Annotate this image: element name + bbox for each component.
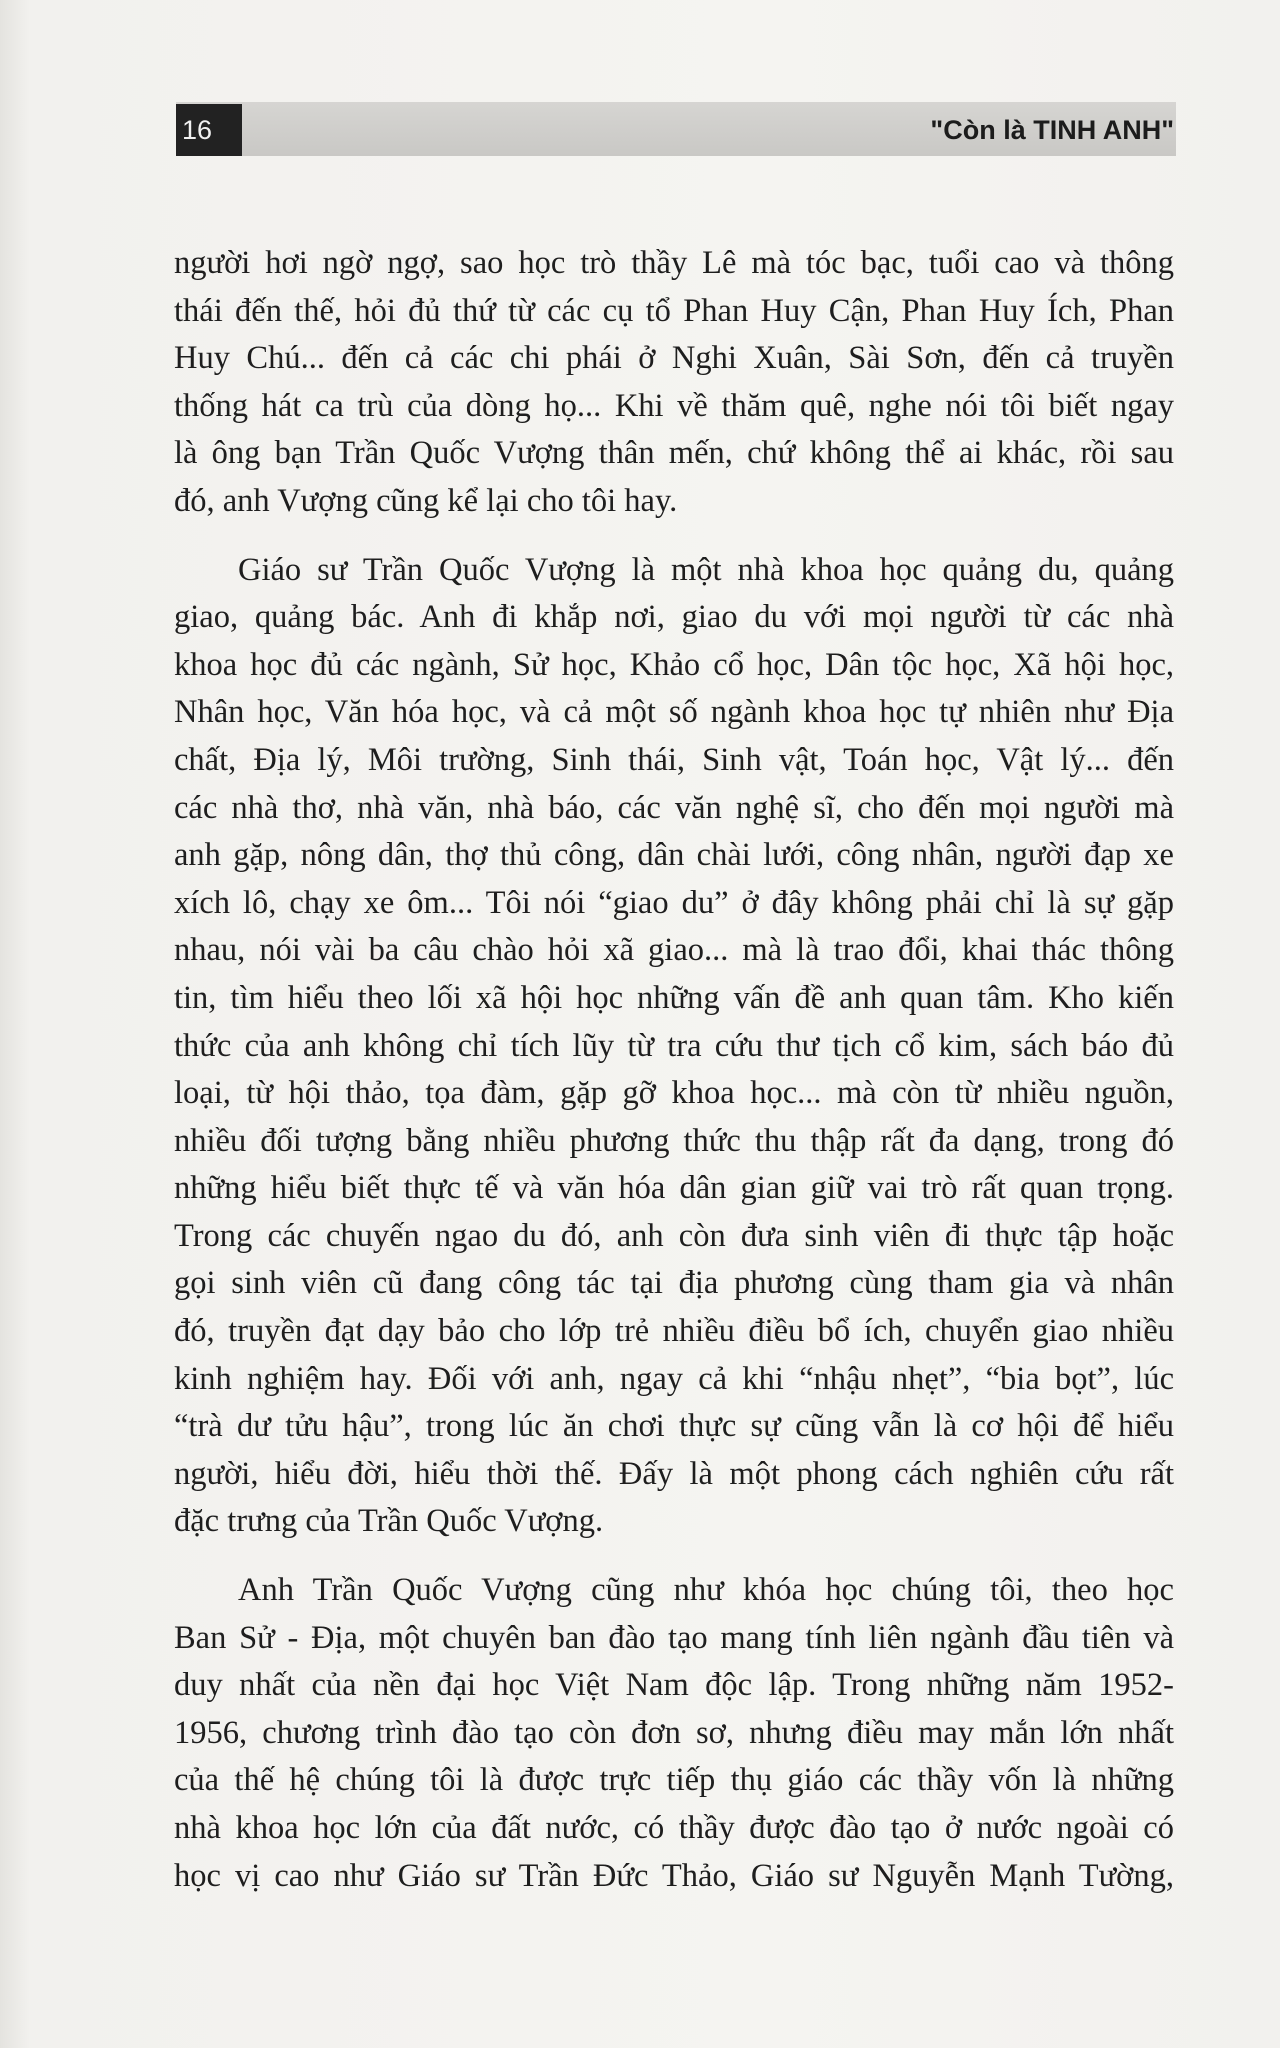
paragraph-3 [174, 1567, 1174, 1900]
text-line: duy nhất của nền đại học Việt Nam độc lập. Trong những năm 1952- [174, 1667, 1174, 1704]
text-line: của thế hệ chúng tôi là được trực tiếp thụ giáo các thầy vốn là những [174, 1762, 1174, 1799]
text-line: đó, truyền đạt dạy bảo cho lớp trẻ nhiều điều bổ ích, chuyển giao nhiều [174, 1313, 1174, 1350]
text-line: nhà khoa học lớn của đất nước, có thầy được đào tạo ở nước ngoài có [174, 1810, 1174, 1846]
text-line: tin, tìm hiểu theo lối xã hội học những vấn đề anh quan tâm. Kho kiến [174, 979, 1174, 1016]
text-line: khoa học đủ các ngành, Sử học, Khảo cổ học, Dân tộc học, Xã hội học, [174, 646, 1174, 683]
text-line: 1956, chương trình đào tạo còn đơn sơ, nhưng điều may mắn lớn nhất [174, 1714, 1174, 1751]
text-line: nhiều đối tượng bằng nhiều phương thức thu thập rất đa dạng, trong đó [174, 1122, 1174, 1159]
text-line: các nhà thơ, nhà văn, nhà báo, các văn nghệ sĩ, cho đến mọi người mà [174, 789, 1174, 826]
body-text [174, 240, 1174, 1900]
paragraph-1 [174, 240, 1174, 526]
page-number: 16 [176, 104, 242, 156]
text-line: Nhân học, Văn hóa học, và cả một số ngành khoa học tự nhiên như Địa [174, 694, 1174, 731]
text-line: “trà dư tửu hậu”, trong lúc ăn chơi thực sự cũng vẫn là cơ hội để hiểu [174, 1408, 1174, 1445]
text-line: thái đến thế, hỏi đủ thứ từ các cụ tổ Phan Huy Cận, Phan Huy Ích, Phan [174, 292, 1174, 329]
text-line: Ban Sử - Địa, một chuyên ban đào tạo mang tính liên ngành đầu tiên và [174, 1619, 1174, 1656]
text-line: thức của anh không chỉ tích lũy từ tra cứu thư tịch cổ kim, sách báo đủ [174, 1027, 1174, 1064]
text-line: Giáo sư Trần Quốc Vượng là một nhà khoa học quảng du, quảng [238, 551, 1174, 588]
text-line: Anh Trần Quốc Vượng cũng như khóa học chúng tôi, theo học [238, 1572, 1174, 1609]
text-line: giao, quảng bác. Anh đi khắp nơi, giao du với mọi người từ các nhà [174, 599, 1174, 636]
text-line: loại, từ hội thảo, tọa đàm, gặp gỡ khoa học... mà còn từ nhiều nguồn, [174, 1075, 1174, 1112]
text-line: Huy Chú... đến cả các chi phái ở Nghi Xuân, Sài Sơn, đến cả truyền [174, 340, 1174, 377]
text-line: người, hiểu đời, hiểu thời thế. Đấy là một phong cách nghiên cứu rất [174, 1455, 1174, 1492]
running-title: "Còn là TINH ANH" [930, 115, 1174, 145]
text-line: thống hát ca trù của dòng họ... Khi về thăm quê, nghe nói tôi biết ngay [174, 387, 1174, 424]
text-line: những hiểu biết thực tế và văn hóa dân gian giữ vai trò rất quan trọng. [174, 1170, 1174, 1207]
text-line: anh gặp, nông dân, thợ thủ công, dân chài lưới, công nhân, người đạp xe [174, 837, 1174, 874]
text-line: xích lô, chạy xe ôm... Tôi nói “giao du” ở đây không phải chỉ là sự gặp [174, 884, 1174, 921]
text-line: người hơi ngờ ngợ, sao học trò thầy Lê mà tóc bạc, tuổi cao và thông [174, 245, 1174, 281]
text-line: gọi sinh viên cũ đang công tác tại địa phương cùng tham gia và nhân [174, 1265, 1174, 1302]
text-line: học vị cao như Giáo sư Trần Đức Thảo, Giáo sư Nguyễn Mạnh Tường, [174, 1857, 1174, 1894]
paragraph-2 [174, 547, 1174, 1546]
text-line: Trong các chuyến ngao du đó, anh còn đưa sinh viên đi thực tập hoặc [174, 1217, 1174, 1254]
text-line: chất, Địa lý, Môi trường, Sinh thái, Sinh vật, Toán học, Vật lý... đến [174, 741, 1174, 778]
text-line: nhau, nói vài ba câu chào hỏi xã giao... mà là trao đổi, khai thác thông [174, 932, 1174, 969]
text-line: là ông bạn Trần Quốc Vượng thân mến, chứ không thể ai khác, rồi sau [174, 435, 1174, 472]
text-line: đó, anh Vượng cũng kể lại cho tôi hay. [174, 482, 678, 519]
text-line: đặc trưng của Trần Quốc Vượng. [174, 1503, 604, 1540]
text-line: kinh nghiệm hay. Đối với anh, ngay cả khi “nhậu nhẹt”, “bia bọt”, lúc [174, 1360, 1174, 1397]
